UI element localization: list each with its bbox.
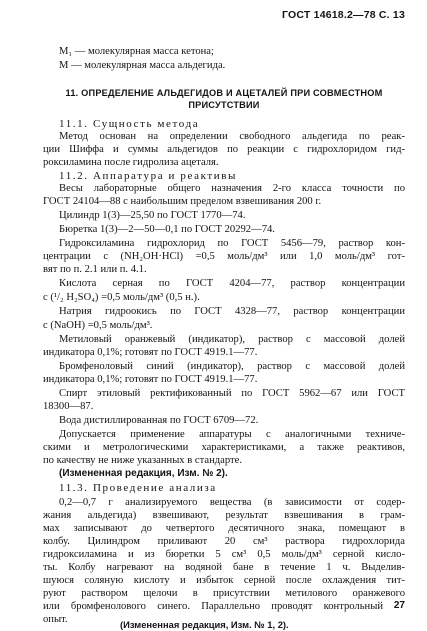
edition-note: (Измененная редакция, Изм. № 2). (59, 468, 228, 479)
text-line: или бромфенолового синего. Параллельно проводят контрольный (43, 601, 383, 612)
text-line: Гидроксиламина гидрохлорид по ГОСТ 5456—79, раствор кон- (59, 238, 405, 249)
text-line: Бюретка 1(3)—2—50—0,1 по ГОСТ 20292—74. (59, 224, 275, 235)
text-line: шуюся соляную кислоту и избыток серной после охлаждения тит- (43, 575, 405, 586)
subsection-heading: 11.3. Проведение анализа (59, 482, 217, 494)
text-line: Натрия гидроокись по ГОСТ 4328—77, раствор концентрации (59, 306, 405, 317)
text-line: c (NaOH) =0,5 моль/дм³. (43, 320, 153, 331)
definition-line: M — молекулярная масса альдегида. (59, 60, 226, 71)
section-title: 11. ОПРЕДЕЛЕНИЕ АЛЬДЕГИДОВ И АЦЕТАЛЕЙ ПРИ СОВМЕСТНОМ (65, 88, 383, 98)
text-line: руют раствором щелочи в присутствии метилового оранжевого (43, 588, 405, 599)
page-number: 27 (393, 600, 405, 611)
text-line: Кислота серная по ГОСТ 4204—77, раствор концентрации (59, 278, 405, 289)
text-line: Весы лабораторные общего назначения 2-го класса точности по (59, 183, 405, 194)
text-line: по качеству не ниже указанных в стандарте. (43, 455, 242, 466)
subsection-heading: 11.1. Сущность метода (59, 118, 200, 130)
edition-note: (Измененная редакция, Изм. № 1, 2). (120, 619, 289, 630)
definition-line: M₁ — молекулярная масса кетона; (59, 46, 214, 57)
text-line: c (¹/₂ H₂SO₄) =0,5 моль/дм³ (0,5 н.). (43, 292, 200, 303)
text-line: вят по п. 2.1 или п. 4.1. (43, 264, 147, 275)
text-line: опыт. (43, 614, 68, 625)
running-header: ГОСТ 14618.2—78 С. 13 (282, 9, 405, 21)
text-line: ты. Колбу нагревают на водяной бане в течение 1 ч. Выделив- (43, 562, 405, 573)
text-line: Метиловый оранжевый (индикатор), раствор с массовой долей (59, 334, 405, 345)
text-line: Метод основан на определении свободного альдегида по реак- (59, 131, 405, 142)
text-line: Спирт этиловый ректификованный по ГОСТ 5962—67 или ГОСТ (59, 388, 405, 399)
text-line: Цилиндр 1(3)—25,50 по ГОСТ 1770—74. (59, 210, 246, 221)
text-line: Вода дистиллированная по ГОСТ 6709—72. (59, 415, 259, 426)
text-line: колбу. Цилиндром приливают 20 см³ раствора гидрохлорида (43, 536, 405, 547)
text-line: скими и метрологическими характеристиками, а также реактивов, (43, 442, 405, 453)
text-line: мах записывают до четвертого десятичного знака, помещают в (43, 523, 405, 534)
text-line: центрации c (NH₂OH·HCl) =0,5 моль/дм³ или 1,0 моль/дм³ гот- (43, 251, 405, 262)
text-line: ции Шиффа и суммы альдегидов по реакции с гидрохлоридом гид- (43, 144, 405, 155)
text-line: жания альдегида) взвешивают, результат взвешивания в грам- (43, 510, 405, 521)
text-line: Допускается применение аппаратуры с аналогичными техниче- (59, 429, 405, 440)
text-line: 0,2—0,7 г анализируемого вещества (в зависимости от содер- (59, 497, 405, 508)
text-line: 18300—87. (43, 401, 94, 412)
subsection-heading: 11.2. Аппаратура и реактивы (59, 170, 238, 182)
text-line: ГОСТ 24104—88 с наибольшим пределом взвешивания 200 г. (43, 196, 322, 207)
text-line: роксиламина после гидролиза ацеталя. (43, 157, 219, 168)
text-line: индикатора 0,1%; готовят по ГОСТ 4919.1—77. (43, 374, 258, 385)
text-line: Бромфеноловый синий (индикатор), раствор с массовой долей (59, 361, 405, 372)
text-line: индикатора 0,1%; готовят по ГОСТ 4919.1—77. (43, 347, 258, 358)
section-title: ПРИСУТСТВИИ (188, 100, 260, 110)
text-line: гидроксиламина и из бюретки 5 см³ 0,5 моль/дм³ серной кисло- (43, 549, 405, 560)
